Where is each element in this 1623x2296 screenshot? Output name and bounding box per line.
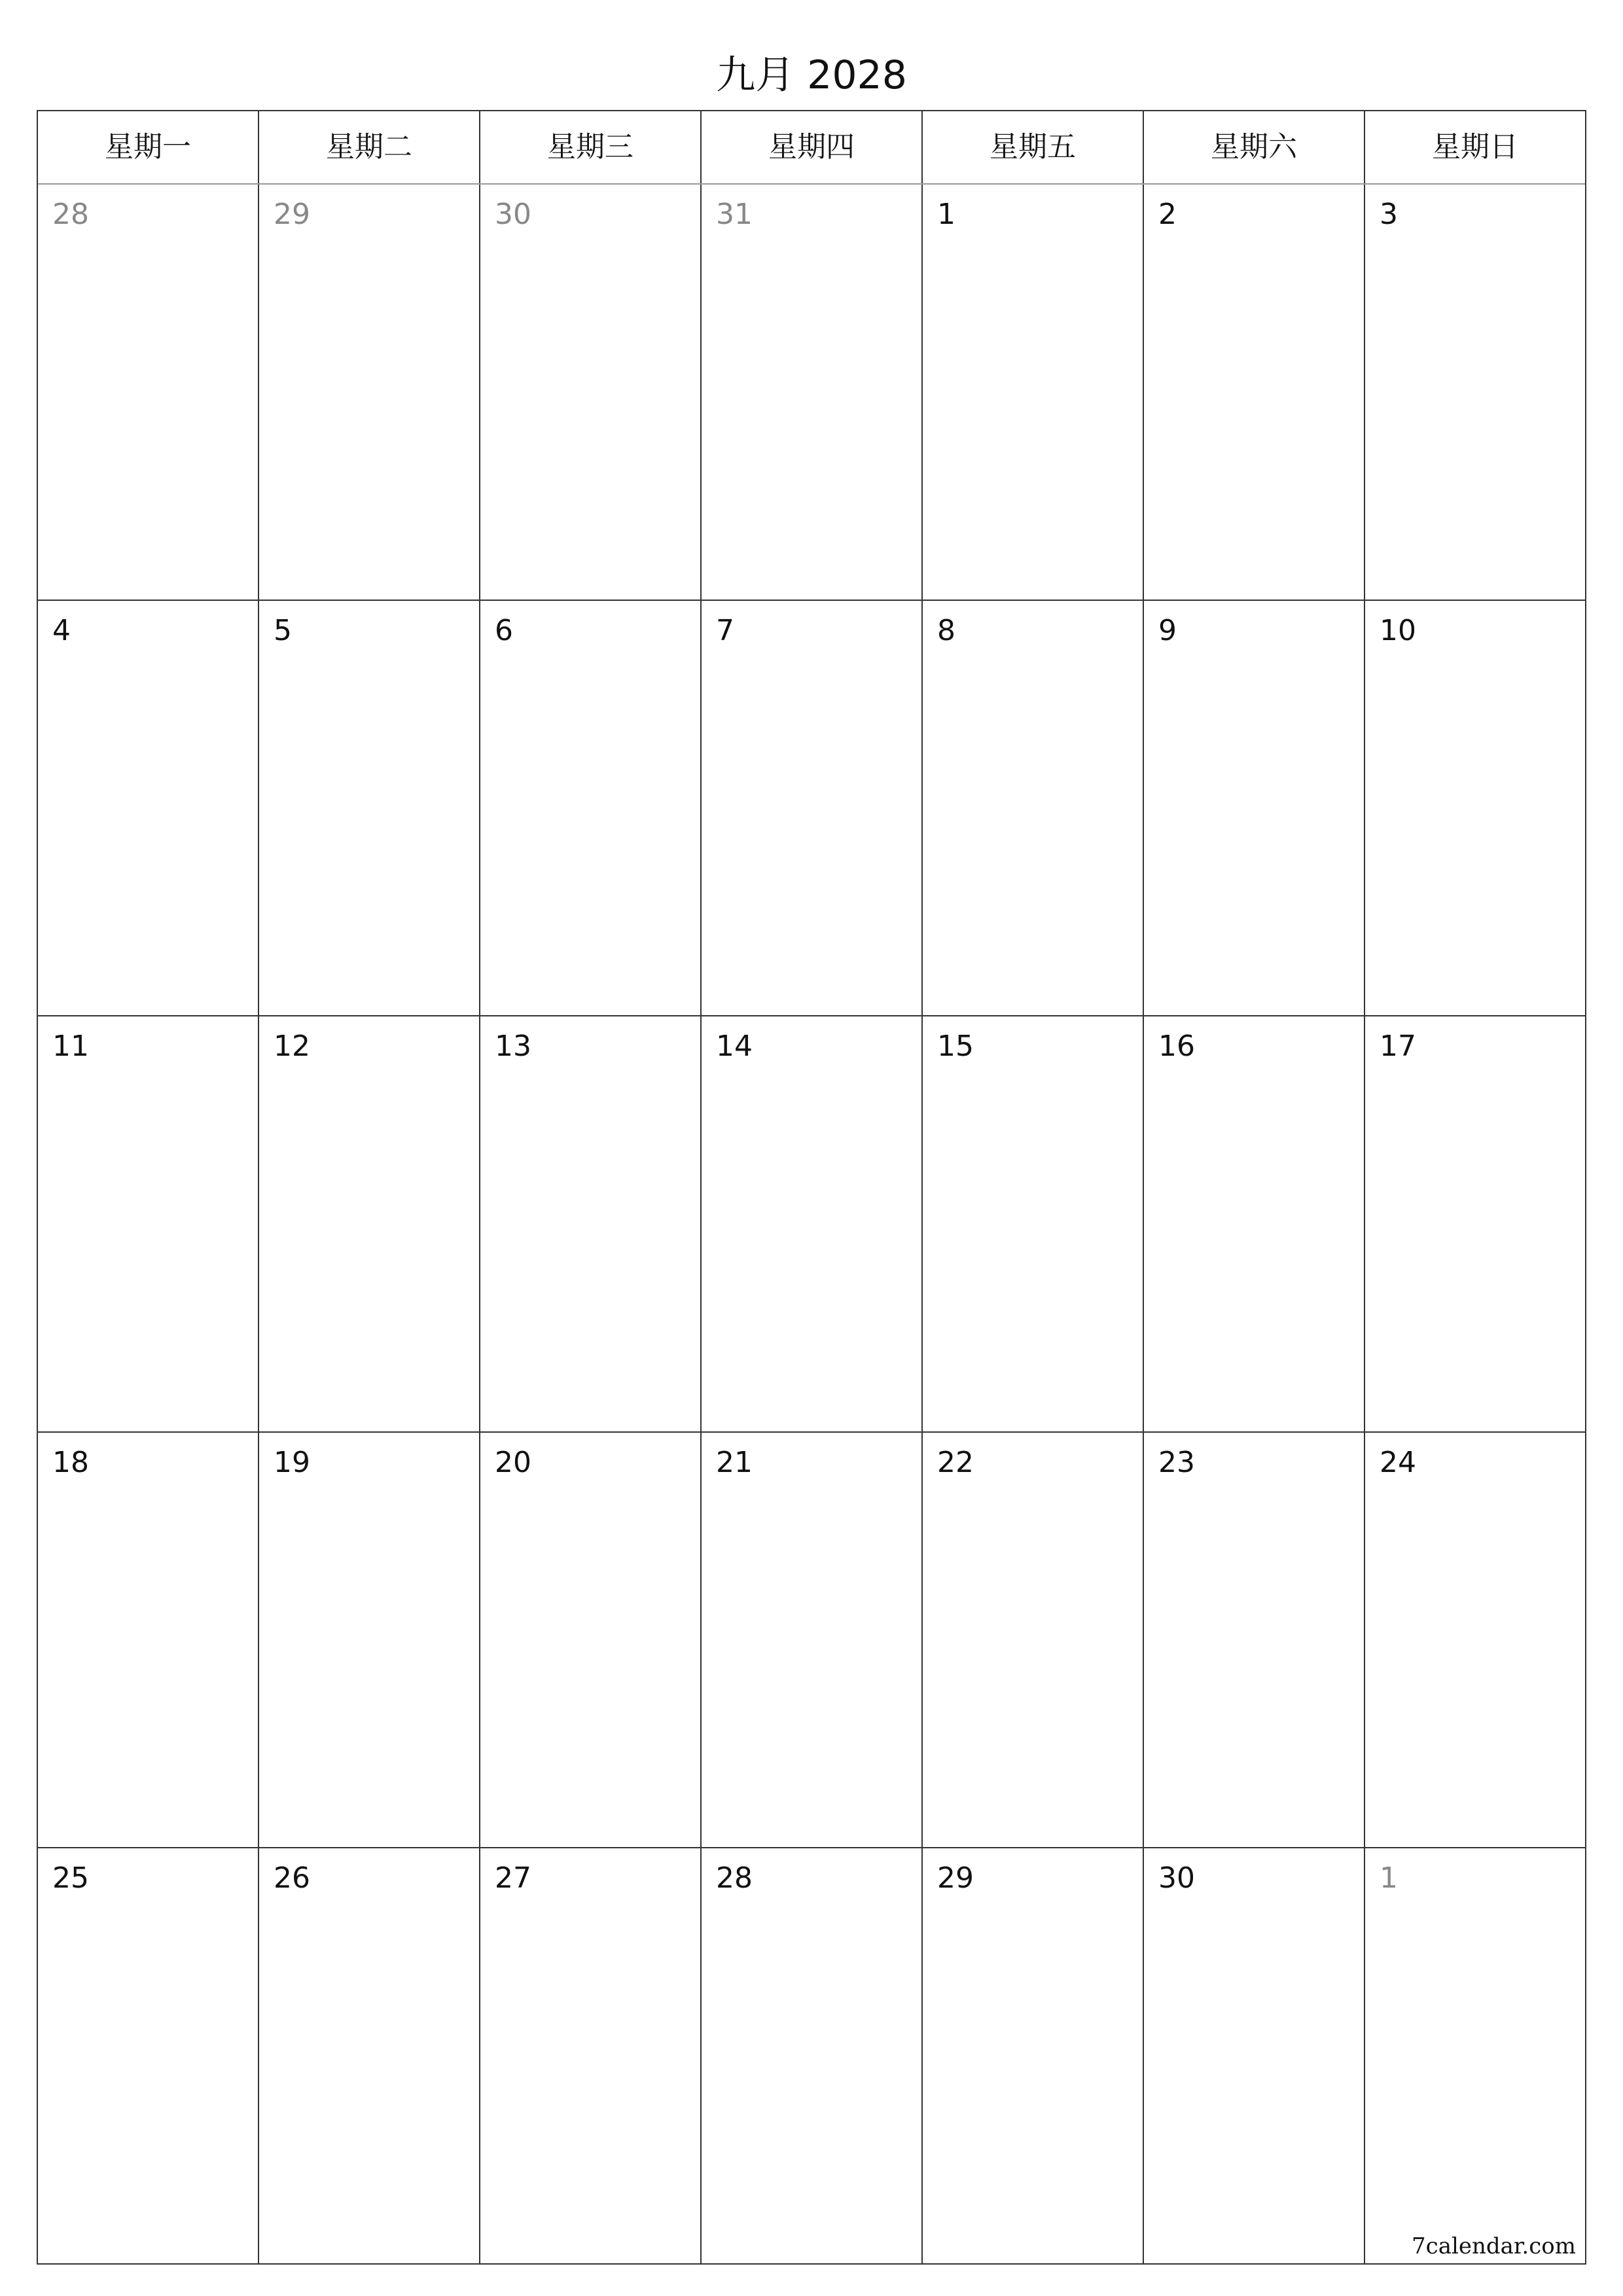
day-number: 15 [937,1030,974,1064]
day-cell [923,1848,1144,2263]
day-cell [259,601,480,1016]
day-cell [702,185,923,600]
day-number: 20 [495,1445,531,1479]
day-cell [1365,601,1585,1016]
day-number: 26 [274,1861,310,1895]
day-cell [480,185,702,600]
day-cell [923,1433,1144,1848]
day-cell [702,1016,923,1431]
day-cell [480,1848,702,2263]
weekday-header-tuesday: 星期二 [259,111,480,183]
day-number: 25 [52,1861,89,1895]
day-number: 1 [1380,1861,1398,1895]
day-cell [702,1433,923,1848]
day-number: 29 [274,198,310,231]
day-cell [259,1016,480,1431]
day-number: 30 [1158,1861,1195,1895]
day-number: 19 [274,1445,310,1479]
day-number: 30 [495,198,531,231]
day-number: 14 [716,1030,753,1064]
weekday-header-thursday: 星期四 [702,111,923,183]
day-cell [38,185,259,600]
day-number: 10 [1380,613,1416,647]
day-cell [1365,1433,1585,1848]
week-row [38,1848,1585,2263]
weekday-header-row [38,111,1585,185]
day-number: 29 [937,1861,974,1895]
day-cell [1144,1433,1365,1848]
day-number: 2 [1158,198,1177,231]
day-cell [702,601,923,1016]
day-number: 16 [1158,1030,1195,1064]
day-cell [1144,185,1365,600]
day-number: 23 [1158,1445,1195,1479]
day-number: 21 [716,1445,753,1479]
day-number: 4 [52,613,71,647]
day-number: 28 [716,1861,753,1895]
day-number: 17 [1380,1030,1416,1064]
day-number: 22 [937,1445,974,1479]
day-number: 1 [937,198,955,231]
day-number: 13 [495,1030,531,1064]
day-cell [1144,1016,1365,1431]
calendar-title: 九月 2028 [716,52,907,98]
day-number: 7 [716,613,734,647]
week-row [38,185,1585,601]
day-number: 9 [1158,613,1177,647]
day-number: 18 [52,1445,89,1479]
day-cell [923,1016,1144,1431]
day-cell [38,601,259,1016]
weekday-header-saturday: 星期六 [1144,111,1365,183]
day-cell [259,185,480,600]
calendar-grid [37,110,1586,2265]
weekday-header-sunday: 星期日 [1432,130,1518,164]
day-number: 12 [274,1030,310,1064]
day-cell [1365,1016,1585,1431]
day-cell [480,1016,702,1431]
day-cell [1365,1848,1585,2263]
day-number: 8 [937,613,955,647]
footer-credit: 7calendar.com [1412,2233,1576,2259]
day-cell [1144,601,1365,1016]
weekday-header-monday: 星期一 [38,111,259,183]
day-cell [1144,1848,1365,2263]
week-row [38,1433,1585,1849]
day-cell [259,1433,480,1848]
weekday-header-friday: 星期五 [923,111,1144,183]
day-cell [480,1433,702,1848]
day-number: 27 [495,1861,531,1895]
weekday-header-wednesday: 星期三 [480,111,702,183]
week-row [38,1016,1585,1433]
day-cell [923,185,1144,600]
day-cell [259,1848,480,2263]
day-number: 5 [274,613,292,647]
day-cell [702,1848,923,2263]
day-number: 24 [1380,1445,1416,1479]
day-cell [38,1016,259,1431]
day-cell [38,1433,259,1848]
day-number: 6 [495,613,513,647]
day-cell [1365,185,1585,600]
day-number: 28 [52,198,89,231]
weeks-container [38,185,1585,2263]
day-cell [480,601,702,1016]
day-number: 3 [1380,198,1398,231]
day-number: 11 [52,1030,89,1064]
day-number: 31 [716,198,753,231]
day-cell [923,601,1144,1016]
day-cell [38,1848,259,2263]
week-row [38,601,1585,1017]
